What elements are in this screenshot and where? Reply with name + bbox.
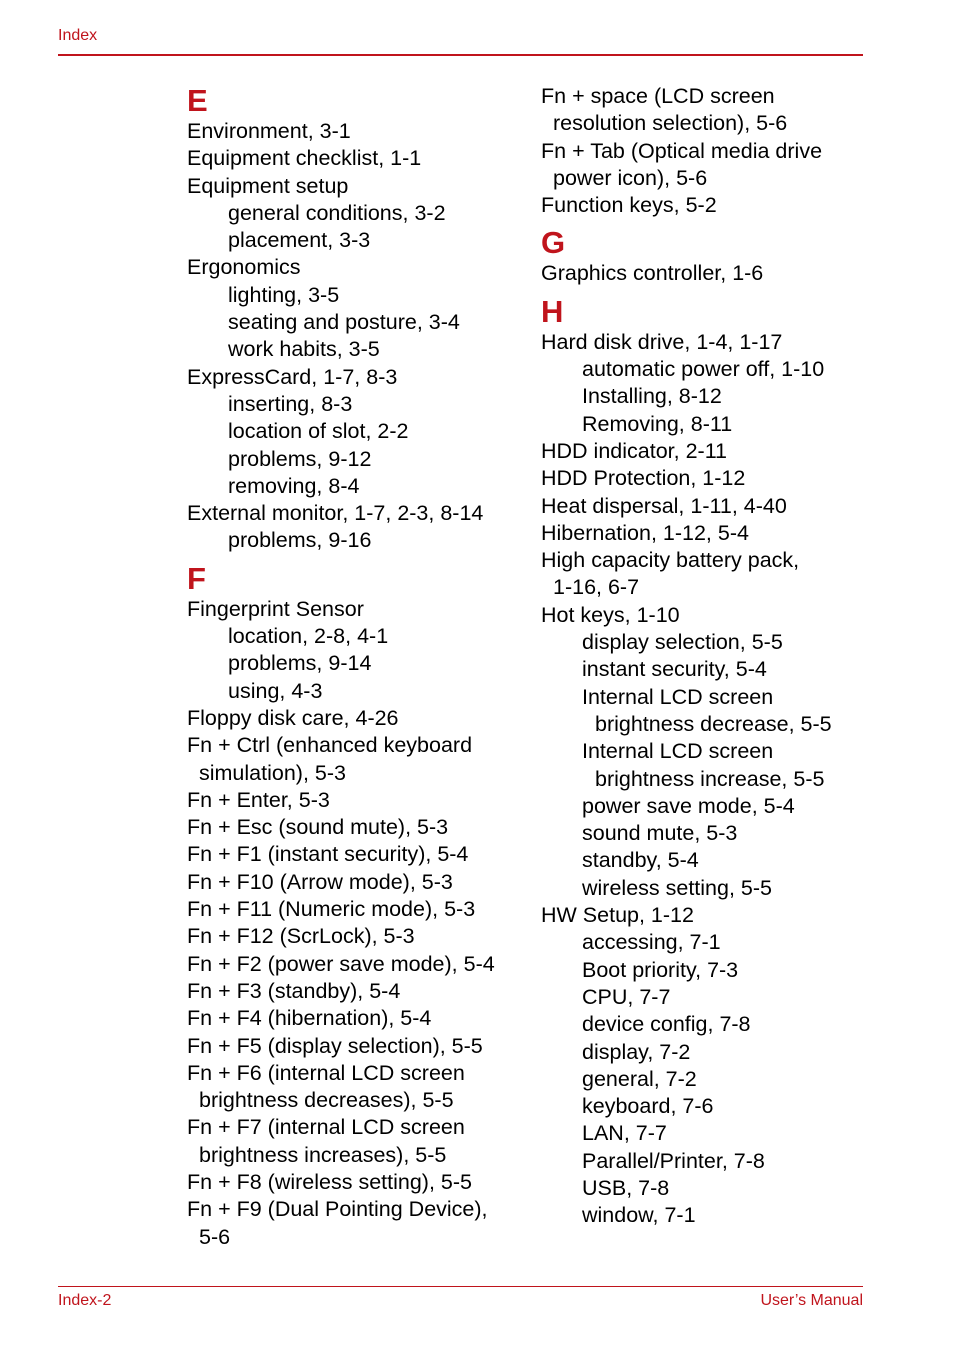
index-entry: Fn + Ctrl (enhanced keyboard xyxy=(187,733,473,758)
index-entry-continuation: brightness increases), 5-5 xyxy=(199,1142,447,1167)
index-subentry-continuation: brightness increase, 5-5 xyxy=(595,766,825,791)
index-subentry: instant security, 5-4 xyxy=(582,657,767,682)
index-subentry: power save mode, 5-4 xyxy=(582,793,795,818)
index-subentry: problems, 9-14 xyxy=(228,651,372,676)
index-entry: Hard disk drive, 1-4, 1-17 xyxy=(541,329,783,354)
index-entry: Graphics controller, 1-6 xyxy=(541,261,764,286)
index-entry: ExpressCard, 1-7, 8-3 xyxy=(187,364,398,389)
index-entry: Fn + F5 (display selection), 5-5 xyxy=(187,1033,483,1058)
index-subentry: accessing, 7-1 xyxy=(582,930,721,955)
footer-rule xyxy=(58,1286,863,1287)
index-entry: Equipment checklist, 1-1 xyxy=(187,146,422,171)
index-subentry: Installing, 8-12 xyxy=(582,384,722,409)
section-letter-g: G xyxy=(541,225,566,261)
index-entry: HDD Protection, 1-12 xyxy=(541,466,746,491)
index-entry: Fn + F4 (hibernation), 5-4 xyxy=(187,1006,432,1031)
index-entry-continuation: 1-16, 6-7 xyxy=(553,575,640,600)
index-entry: Fn + F7 (internal LCD screen xyxy=(187,1115,465,1140)
index-entry-continuation: resolution selection), 5-6 xyxy=(553,111,788,136)
index-subentry: lighting, 3-5 xyxy=(228,282,340,307)
section-letter-e: E xyxy=(187,83,208,118)
index-entry: Fn + F9 (Dual Pointing Device), xyxy=(187,1197,488,1222)
index-entry-continuation: brightness decreases), 5-5 xyxy=(199,1088,454,1113)
index-entry: Fn + F2 (power save mode), 5-4 xyxy=(187,951,495,976)
index-entry: Fn + Enter, 5-3 xyxy=(187,787,330,812)
index-subentry: LAN, 7-7 xyxy=(582,1121,667,1146)
index-subentry-continuation: brightness decrease, 5-5 xyxy=(595,711,832,736)
index-subentry: Parallel/Printer, 7-8 xyxy=(582,1148,765,1173)
index-entry: Fn + Tab (Optical media drive xyxy=(541,138,823,163)
running-header: Index xyxy=(58,27,98,44)
index-entry-continuation: power icon), 5-6 xyxy=(553,165,708,190)
index-column-left xyxy=(187,83,517,1251)
index-subentry: inserting, 8-3 xyxy=(228,391,353,416)
index-subentry: work habits, 3-5 xyxy=(228,337,380,362)
index-subentry: Removing, 8-11 xyxy=(582,411,733,436)
index-subentry: removing, 8-4 xyxy=(228,473,360,498)
index-entry: Fn + F10 (Arrow mode), 5-3 xyxy=(187,869,453,894)
index-entry: Fn + F3 (standby), 5-4 xyxy=(187,978,401,1003)
page-number: Index-2 xyxy=(58,1292,112,1309)
index-subentry: sound mute, 5-3 xyxy=(582,821,738,846)
index-entry: Fn + F8 (wireless setting), 5-5 xyxy=(187,1169,472,1194)
index-subentry: window, 7-1 xyxy=(582,1203,696,1228)
index-subentry: display, 7-2 xyxy=(582,1039,691,1064)
index-entry: Equipment setup xyxy=(187,173,349,198)
index-column-right xyxy=(541,83,861,1230)
index-subentry: location of slot, 2-2 xyxy=(228,419,409,444)
index-subentry: automatic power off, 1-10 xyxy=(582,357,825,382)
index-subentry: Internal LCD screen xyxy=(582,739,774,764)
index-subentry: device config, 7-8 xyxy=(582,1012,751,1037)
index-subentry: general conditions, 3-2 xyxy=(228,200,446,225)
index-entry: Fn + F6 (internal LCD screen xyxy=(187,1060,465,1085)
index-entry: High capacity battery pack, xyxy=(541,548,800,573)
index-subentry: general, 7-2 xyxy=(582,1066,697,1091)
index-entry: HW Setup, 1-12 xyxy=(541,903,694,928)
index-entry: HDD indicator, 2-11 xyxy=(541,438,728,463)
index-entry: External monitor, 1-7, 2-3, 8-14 xyxy=(187,501,484,526)
index-subentry: Boot priority, 7-3 xyxy=(582,957,739,982)
index-entry: Fingerprint Sensor xyxy=(187,596,364,621)
section-letter-f: F xyxy=(187,560,206,596)
index-subentry: problems, 9-12 xyxy=(228,446,372,471)
index-entry: Fn + F11 (Numeric mode), 5-3 xyxy=(187,897,476,922)
section-letter-h: H xyxy=(541,293,564,329)
manual-title: User’s Manual xyxy=(760,1292,863,1309)
index-entry: Environment, 3-1 xyxy=(187,119,351,143)
index-subentry: using, 4-3 xyxy=(228,678,323,703)
index-subentry: seating and posture, 3-4 xyxy=(228,310,460,335)
index-entry-continuation: 5-6 xyxy=(199,1224,231,1249)
index-subentry: keyboard, 7-6 xyxy=(582,1094,714,1119)
index-entry: Heat dispersal, 1-11, 4-40 xyxy=(541,493,787,518)
header-rule xyxy=(58,54,863,56)
index-subentry: location, 2-8, 4-1 xyxy=(228,624,389,649)
index-subentry: standby, 5-4 xyxy=(582,848,699,873)
index-subentry: Internal LCD screen xyxy=(582,684,774,709)
index-subentry: problems, 9-16 xyxy=(228,528,372,553)
index-entry-continuation: simulation), 5-3 xyxy=(199,760,346,785)
index-entry: Fn + space (LCD screen xyxy=(541,84,775,108)
index-entry: Ergonomics xyxy=(187,255,301,280)
index-subentry: display selection, 5-5 xyxy=(582,630,783,655)
index-entry: Function keys, 5-2 xyxy=(541,193,717,218)
index-entry: Floppy disk care, 4-26 xyxy=(187,705,399,730)
index-subentry: placement, 3-3 xyxy=(228,228,371,253)
index-entry: Hibernation, 1-12, 5-4 xyxy=(541,520,749,545)
index-entry: Fn + F12 (ScrLock), 5-3 xyxy=(187,924,415,949)
index-subentry: CPU, 7-7 xyxy=(582,984,671,1009)
index-subentry: USB, 7-8 xyxy=(582,1175,670,1200)
index-subentry: wireless setting, 5-5 xyxy=(582,875,772,900)
index-entry: Fn + Esc (sound mute), 5-3 xyxy=(187,815,449,840)
index-entry: Fn + F1 (instant security), 5-4 xyxy=(187,842,469,867)
index-entry: Hot keys, 1-10 xyxy=(541,602,680,627)
